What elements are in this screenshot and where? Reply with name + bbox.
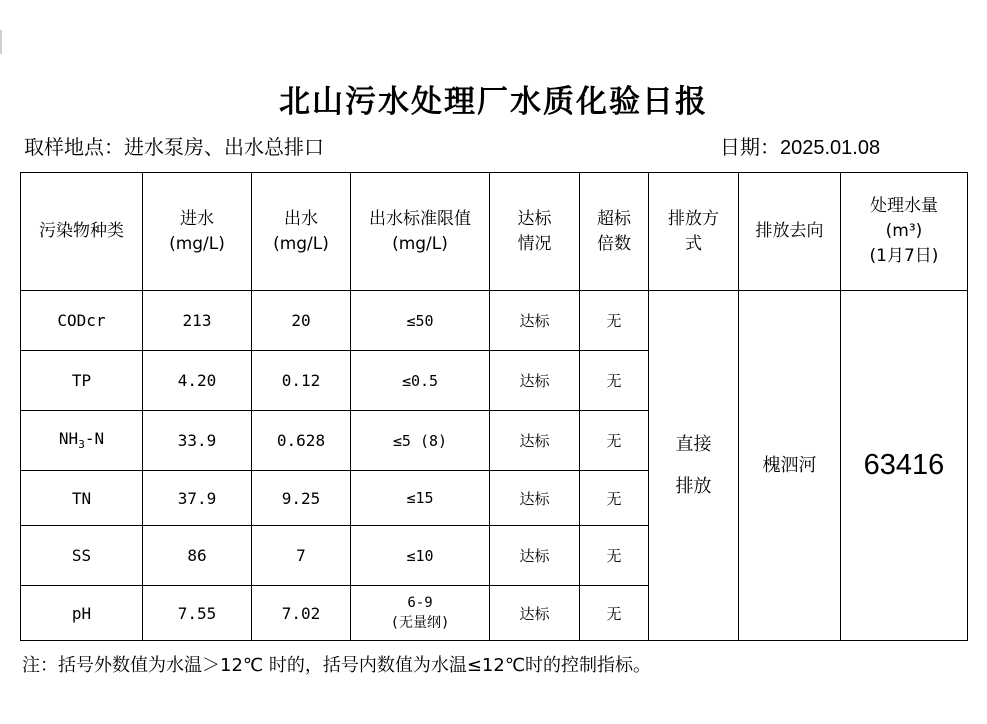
header-pollutant: 污染物种类	[21, 173, 143, 291]
sampling-location: 取样地点：进水泵房、出水总排口	[24, 135, 324, 159]
footnote: 注：括号外数值为水温＞12℃ 时的，括号内数值为水温≤12℃时的控制指标。	[22, 655, 652, 676]
inflow-value: 86	[143, 526, 252, 586]
outflow-value: 7	[252, 526, 351, 586]
report-date: 日期：2025.01.08	[720, 137, 881, 159]
outflow-value: 7.02	[252, 586, 351, 641]
status-value: 达标	[490, 526, 580, 586]
outflow-value: 20	[252, 291, 351, 351]
edge-mark	[0, 30, 2, 54]
limit-value: ≤15	[351, 471, 490, 526]
exceed-value: 无	[580, 586, 649, 641]
report-title: 北山污水处理厂水质化验日报	[279, 84, 708, 120]
outflow-value: 9.25	[252, 471, 351, 526]
header-volume: 处理水量 (m³) (1月7日)	[841, 173, 968, 291]
pollutant-name: SS	[21, 526, 143, 586]
header-outflow: 出水 (mg/L)	[252, 173, 351, 291]
status-value: 达标	[490, 411, 580, 471]
pollutant-name: CODcr	[21, 291, 143, 351]
header-exceed: 超标 倍数	[580, 173, 649, 291]
exceed-value: 无	[580, 291, 649, 351]
outflow-value: 0.628	[252, 411, 351, 471]
header-limit: 出水标准限值 (mg/L)	[351, 173, 490, 291]
inflow-value: 213	[143, 291, 252, 351]
header-discharge-mode: 排放方 式	[649, 173, 739, 291]
discharge-mode: 直接 排放	[649, 291, 739, 641]
pollutant-name: TP	[21, 351, 143, 411]
status-value: 达标	[490, 351, 580, 411]
header-destination: 排放去向	[739, 173, 841, 291]
exceed-value: 无	[580, 526, 649, 586]
exceed-value: 无	[580, 351, 649, 411]
inflow-value: 37.9	[143, 471, 252, 526]
status-value: 达标	[490, 586, 580, 641]
inflow-value: 7.55	[143, 586, 252, 641]
status-value: 达标	[490, 471, 580, 526]
treated-volume: 63416	[841, 291, 968, 641]
pollutant-name: $NH_3-N$	[21, 411, 143, 471]
limit-value: ≤50	[351, 291, 490, 351]
header-status: 达标 情况	[490, 173, 580, 291]
limit-value: ≤0.5	[351, 351, 490, 411]
discharge-destination: 槐泗河	[739, 291, 841, 641]
pollutant-name: pH	[21, 586, 143, 641]
table-header-row	[21, 173, 968, 291]
table-row	[21, 291, 968, 351]
outflow-value: 0.12	[252, 351, 351, 411]
pollutant-name: TN	[21, 471, 143, 526]
water-quality-table	[20, 172, 968, 641]
inflow-value: 4.20	[143, 351, 252, 411]
limit-value: ≤5 (8)	[351, 411, 490, 471]
exceed-value: 无	[580, 471, 649, 526]
limit-value: 6-9 (无量纲)	[351, 586, 490, 641]
limit-value: ≤10	[351, 526, 490, 586]
header-inflow: 进水 (mg/L)	[143, 173, 252, 291]
exceed-value: 无	[580, 411, 649, 471]
status-value: 达标	[490, 291, 580, 351]
inflow-value: 33.9	[143, 411, 252, 471]
